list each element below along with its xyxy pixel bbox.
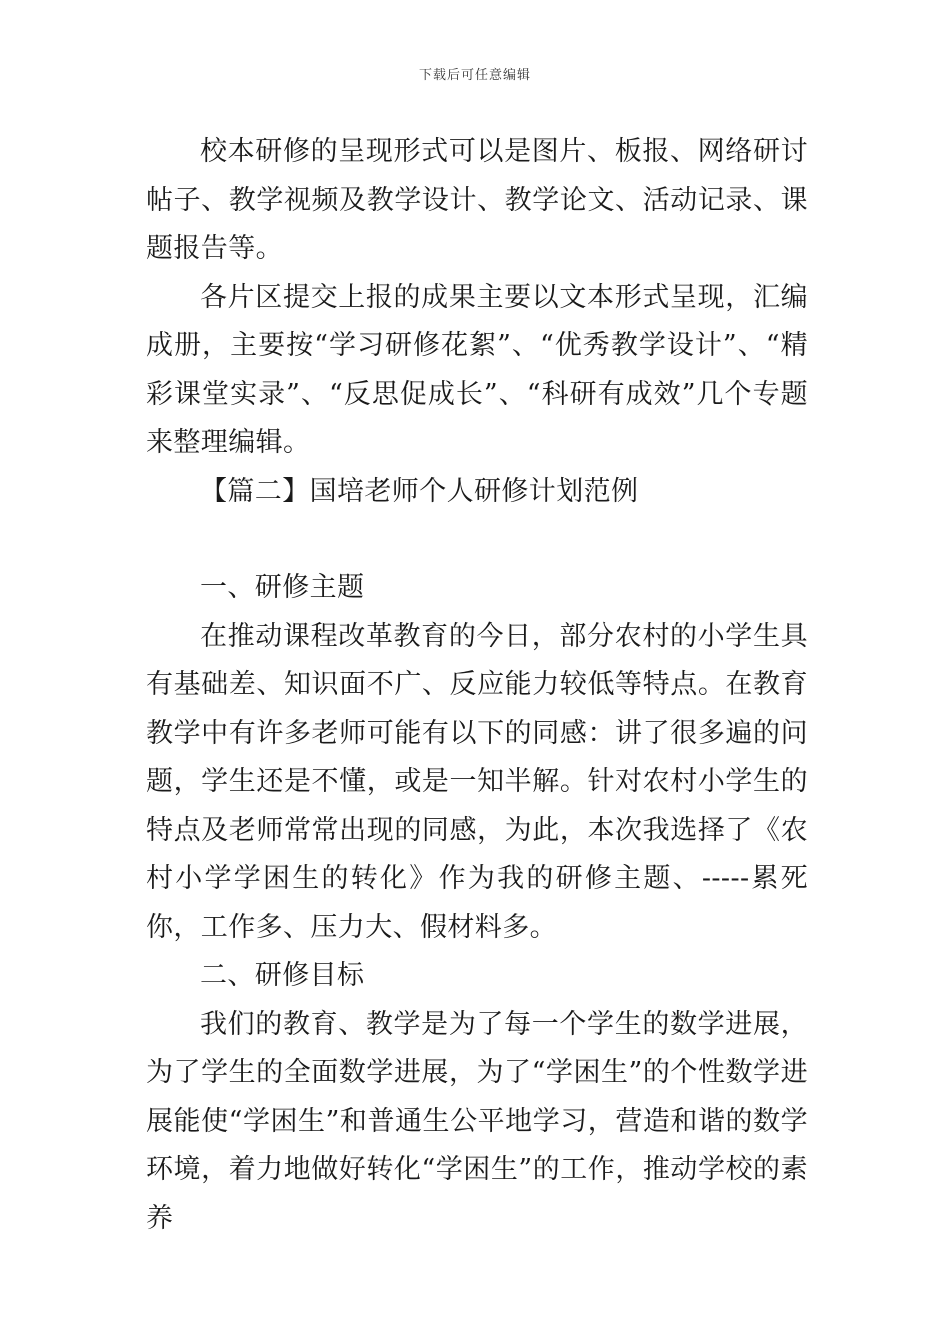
paragraph-research-theme: 在推动课程改革教育的今日，部分农村的小学生具有基础差、知识面不广、反应能力较低等特点。在教育教学中有许多老师可能有以下的同感：讲了很多遍的问题，学生还是不懂，或是一知半解。针对农村小学生的特点及老师常常出现的同感，为此，本次我选择了《农村小学学困生的转化》作为我的研修主题、-----累死你，工作多、压力大、假材料多。 xyxy=(146,620,808,943)
paragraph-submission-format: 各片区提交上报的成果主要以文本形式呈现，汇编成册，主要按“学习研修花絮”、“优秀教学设计”、“精彩课堂实录”、“反思促成长”、“科研有成效”几个专题来整理编辑。 xyxy=(146,281,808,458)
heading-research-goals: 二、研修目标 xyxy=(200,960,365,991)
heading-research-theme: 一、研修主题 xyxy=(200,572,365,603)
page-header-note: 下载后可任意编辑 xyxy=(418,68,531,83)
paragraph-presentation-forms: 校本研修的呈现形式可以是图片、板报、网络研讨帖子、教学视频及教学设计、教学论文、活动记录、课题报告等。 xyxy=(146,136,808,264)
blank-line xyxy=(146,516,808,564)
paragraph-research-goals: 我们的教育、教学是为了每一个学生的数学进展，为了学生的全面数学进展，为了“学困生”的个性数学进展能使“学困生”和普通生公平地学习，营造和谐的数学环境，着力地做好转化“学困生”的工作，推动学校的素养 xyxy=(146,1008,808,1234)
section-title: 【篇二】国培老师个人研修计划范例 xyxy=(200,475,639,507)
document-body xyxy=(146,128,808,1243)
